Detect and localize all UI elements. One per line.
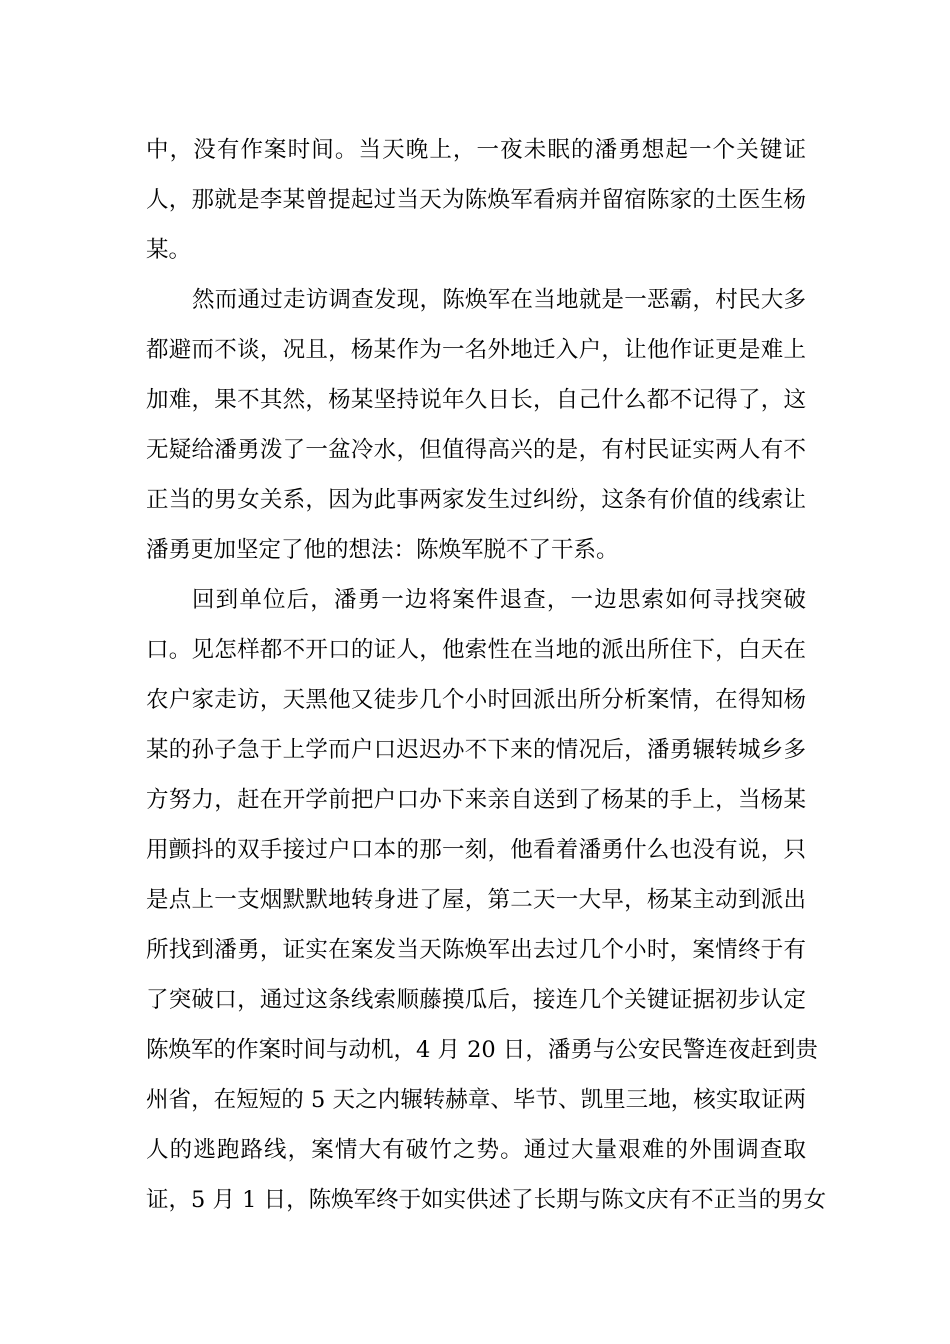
paragraph-first-line: 然而通过走访调查发现，陈焕军在当地就是一恶霸，村民大多 xyxy=(192,287,806,313)
text-line: 人的逃跑路线，案情大有破竹之势。通过大量艰难的外围调查取 xyxy=(146,1137,806,1163)
text-line: 州省，在短短的 5 天之内辗转赫章、毕节、凯里三地，核实取证两 xyxy=(146,1087,806,1113)
text-line: 都避而不谈，况且，杨某作为一名外地迁入户，让他作证更是难上 xyxy=(146,337,806,363)
text-line: 加难，果不其然，杨某坚持说年久日长，自己什么都不记得了，这 xyxy=(146,387,806,413)
text-line: 农户家走访，天黑他又徒步几个小时回派出所分析案情，在得知杨 xyxy=(146,687,806,713)
text-line: 口。见怎样都不开口的证人，他索性在当地的派出所住下，白天在 xyxy=(146,637,806,663)
text-line: 所找到潘勇，证实在案发当天陈焕军出去过几个小时，案情终于有 xyxy=(146,937,806,963)
text-line: 用颤抖的双手接过户口本的那一刻，他看着潘勇什么也没有说，只 xyxy=(146,837,806,863)
paragraph-first-line: 回到单位后，潘勇一边将案件退查，一边思索如何寻找突破 xyxy=(192,587,806,613)
text-line: 人，那就是李某曾提起过当天为陈焕军看病并留宿陈家的土医生杨 xyxy=(146,187,806,213)
text-line: 是点上一支烟默默地转身进了屋，第二天一大早，杨某主动到派出 xyxy=(146,887,806,913)
text-line: 某的孙子急于上学而户口迟迟办不下来的情况后，潘勇辗转城乡多 xyxy=(146,737,806,763)
text-line: 无疑给潘勇泼了一盆冷水，但值得高兴的是，有村民证实两人有不 xyxy=(146,437,806,463)
text-line: 中，没有作案时间。当天晚上，一夜未眠的潘勇想起一个关键证 xyxy=(146,137,806,163)
text-line: 正当的男女关系，因为此事两家发生过纠纷，这条有价值的线索让 xyxy=(146,487,806,513)
text-line: 某。 xyxy=(146,237,192,263)
text-line: 方努力，赶在开学前把户口办下来亲自送到了杨某的手上，当杨某 xyxy=(146,787,806,813)
text-line: 陈焕军的作案时间与动机，4 月 20 日，潘勇与公安民警连夜赶到贵 xyxy=(146,1037,818,1063)
text-line: 了突破口，通过这条线索顺藤摸瓜后，接连几个关键证据初步认定 xyxy=(146,987,806,1013)
text-line: 证，5 月 1 日，陈焕军终于如实供述了长期与陈文庆有不正当的男女 xyxy=(146,1187,827,1213)
text-line: 潘勇更加坚定了他的想法：陈焕军脱不了干系。 xyxy=(146,537,619,563)
